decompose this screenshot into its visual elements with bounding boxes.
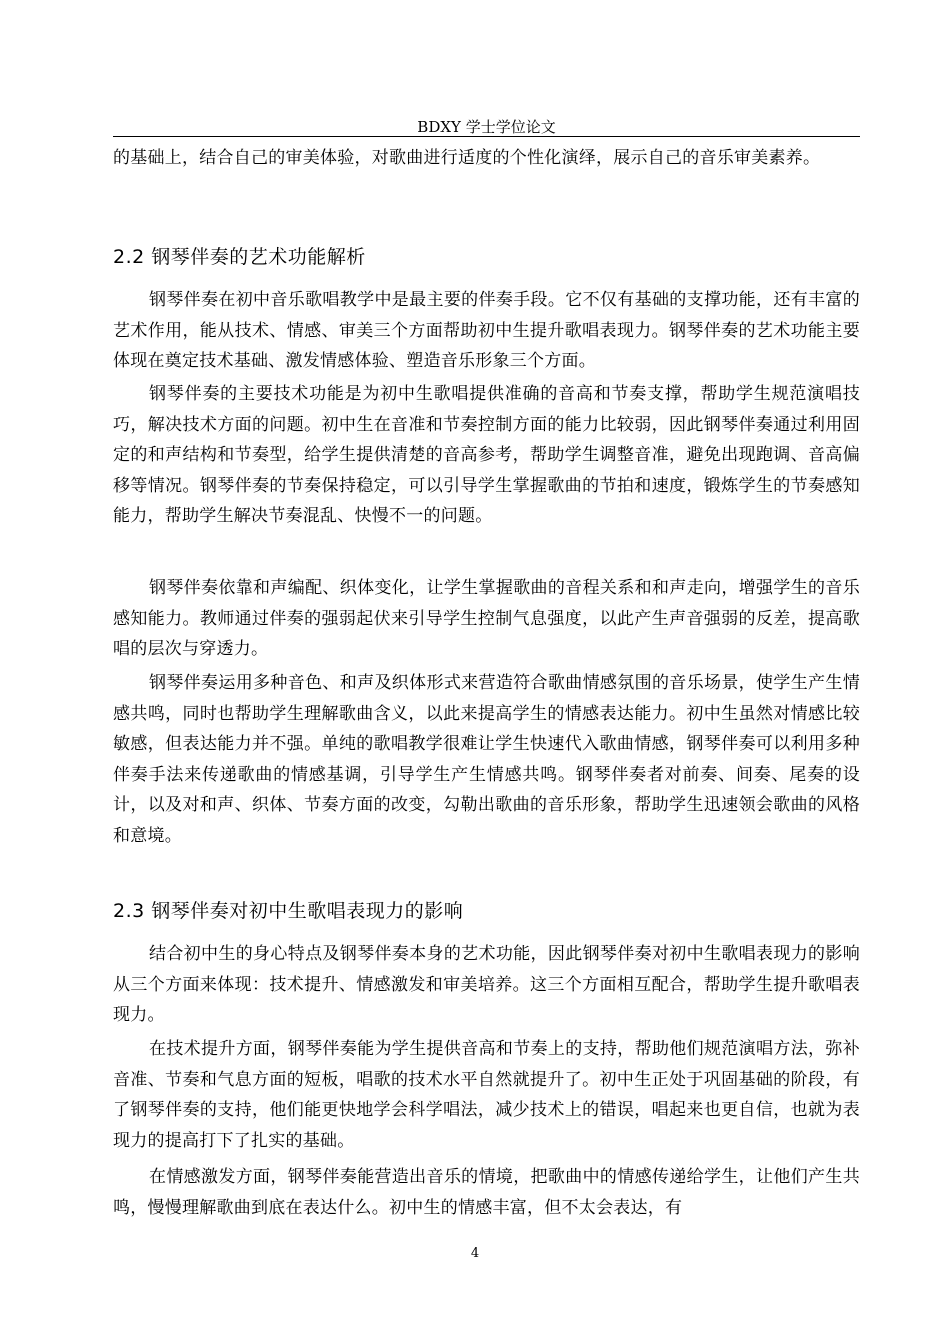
header-rule <box>113 136 860 137</box>
paragraph: 在情感激发方面，钢琴伴奏能营造出音乐的情境，把歌曲中的情感传递给学生，让他们产生共鸣，慢慢理解歌曲到底在表达什么。初中生的情感丰富，但不太会表达，有 <box>113 1167 860 1218</box>
section-heading-2-2: 2.2 钢琴伴奏的艺术功能解析 <box>113 246 366 268</box>
paragraph: 钢琴伴奏在初中音乐歌唱教学中是最主要的伴奏手段。它不仅有基础的支撑功能，还有丰富的艺术作用，能从技术、情感、审美三个方面帮助初中生提升歌唱表现力。钢琴伴奏的艺术功能主要体现在奠定技术基础、激发情感体验、塑造音乐形象三个方面。 <box>113 290 860 372</box>
header-title: BDXY 学士学位论文 <box>417 118 556 136</box>
paragraph: 钢琴伴奏依靠和声编配、织体变化，让学生掌握歌曲的音程关系和和声走向，增强学生的音乐感知能力。教师通过伴奏的强弱起伏来引导学生控制气息强度，以此产生声音强弱的反差，提高歌唱的层次与穿透力。 <box>113 578 860 660</box>
paragraph: 钢琴伴奏的主要技术功能是为初中生歌唱提供准确的音高和节奏支撑，帮助学生规范演唱技巧，解决技术方面的问题。初中生在音准和节奏控制方面的能力比较弱，因此钢琴伴奏通过利用固定的和声结构和节奏型，给学生提供清楚的音高参考，帮助学生调整音准，避免出现跑调、音高偏移等情况。钢琴伴奏的节奏保持稳定，可以引导学生掌握歌曲的节拍和速度，锻炼学生的节奏感知能力，帮助学生解决节奏混乱、快慢不一的问题。 <box>113 384 860 527</box>
page-header <box>113 117 860 137</box>
paragraph-continued: 的基础上，结合自己的审美体验，对歌曲进行适度的个性化演绎，展示自己的音乐审美素养。 <box>113 148 821 168</box>
paragraph: 结合初中生的身心特点及钢琴伴奏本身的艺术功能，因此钢琴伴奏对初中生歌唱表现力的影响从三个方面来体现：技术提升、情感激发和审美培养。这三个方面相互配合，帮助学生提升歌唱表现力。 <box>113 944 860 1026</box>
paragraph: 在技术提升方面，钢琴伴奏能为学生提供音高和节奏上的支持，帮助他们规范演唱方法，弥补音准、节奏和气息方面的短板，唱歌的技术水平自然就提升了。初中生正处于巩固基础的阶段，有了钢琴伴奏的支持，他们能更快地学会科学唱法，减少技术上的错误，唱起来也更自信，也就为表现力的提高打下了扎实的基础。 <box>113 1039 860 1151</box>
section-heading-2-3: 2.3 钢琴伴奏对初中生歌唱表现力的影响 <box>113 900 464 922</box>
page-number: 4 <box>470 1246 480 1261</box>
paragraph: 钢琴伴奏运用多种音色、和声及织体形式来营造符合歌曲情感氛围的音乐场景，使学生产生情感共鸣，同时也帮助学生理解歌曲含义，以此来提高学生的情感表达能力。初中生虽然对情感比较敏感，但表达能力并不强。单纯的歌唱教学很难让学生快速代入歌曲情感，钢琴伴奏可以利用多种伴奏手法来传递歌曲的情感基调，引导学生产生情感共鸣。钢琴伴奏者对前奏、间奏、尾奏的设计，以及对和声、织体、节奏方面的改变，勾勒出歌曲的音乐形象，帮助学生迅速领会歌曲的风格和意境。 <box>113 673 860 846</box>
